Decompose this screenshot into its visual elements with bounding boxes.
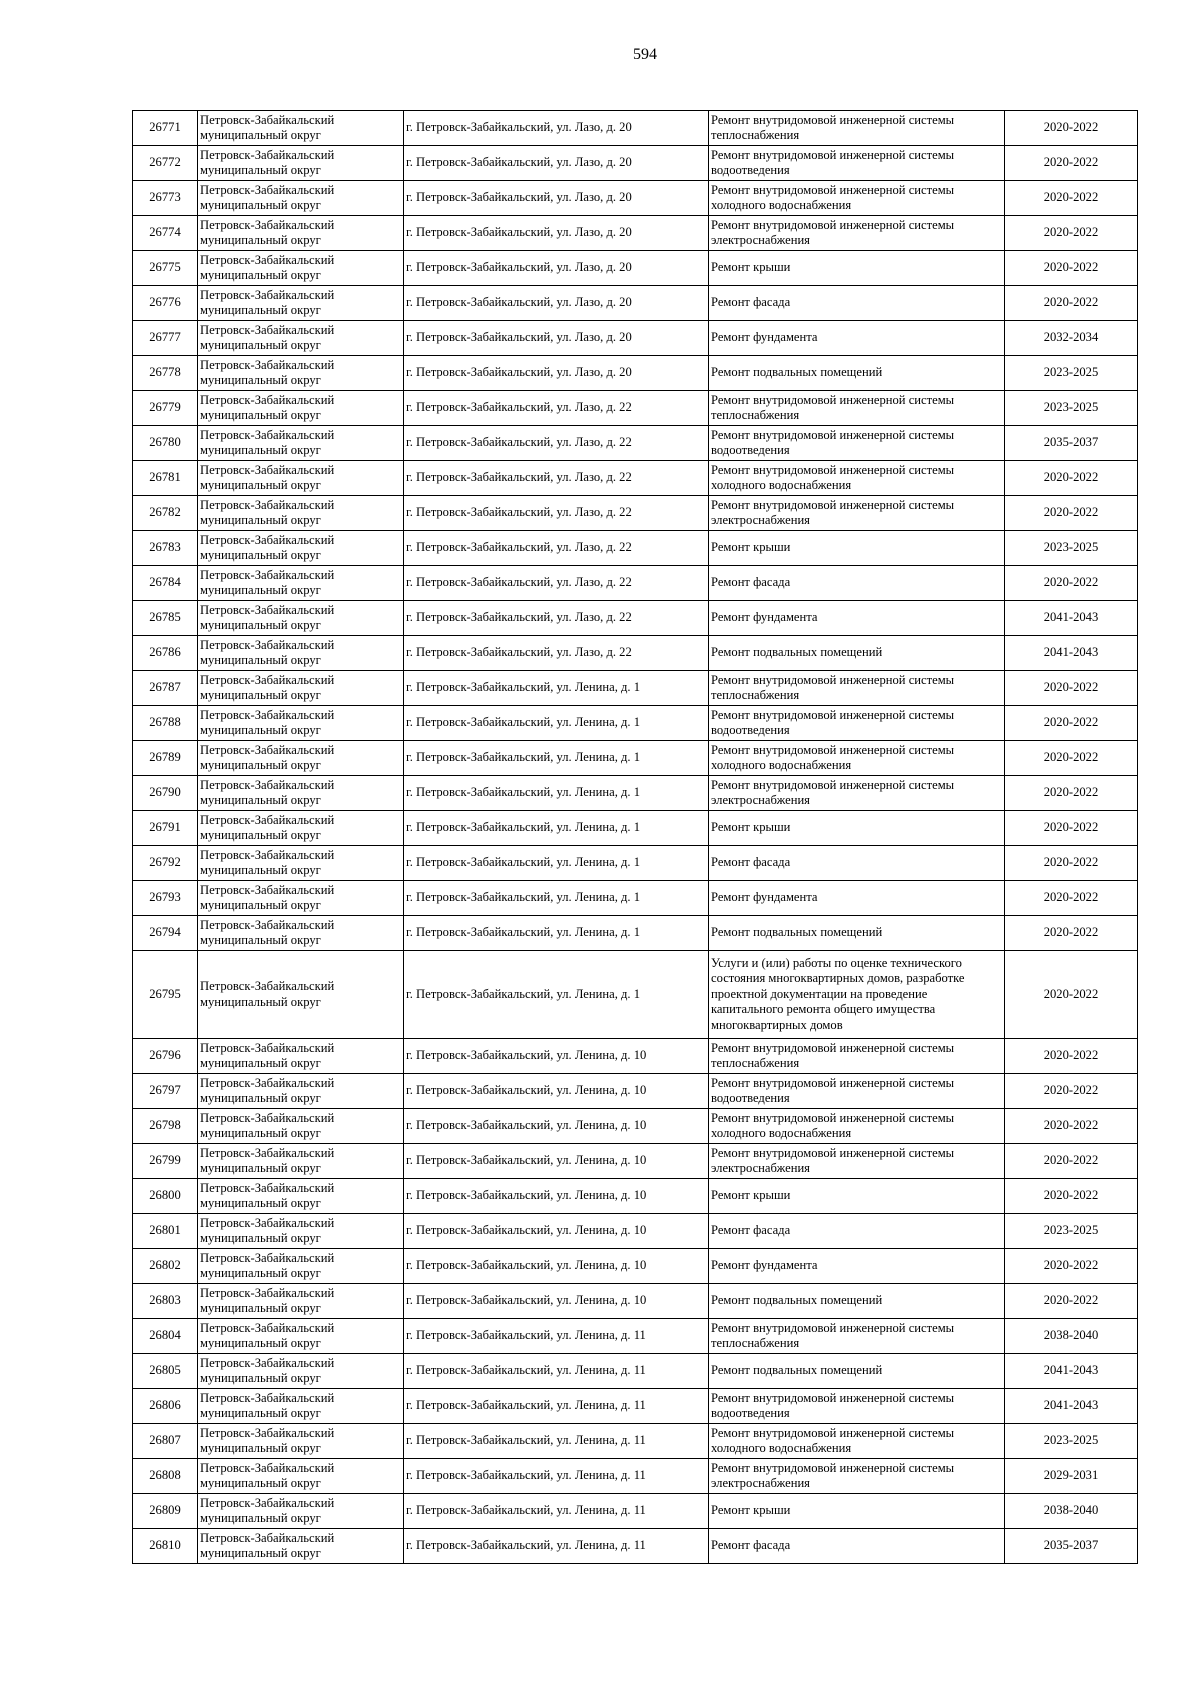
municipality-cell: Петровск-Забайкальский муниципальный округ xyxy=(198,181,404,216)
municipality-cell: Петровск-Забайкальский муниципальный округ xyxy=(198,216,404,251)
table-row xyxy=(133,111,1138,146)
period-cell: 2023-2025 xyxy=(1005,1424,1138,1459)
address-cell: г. Петровск-Забайкальский, ул. Лазо, д. 22 xyxy=(404,601,709,636)
row-number: 26791 xyxy=(133,811,198,846)
address-cell: г. Петровск-Забайкальский, ул. Лазо, д. 20 xyxy=(404,356,709,391)
period-cell: 2020-2022 xyxy=(1005,881,1138,916)
table-row xyxy=(133,706,1138,741)
municipality-cell: Петровск-Забайкальский муниципальный округ xyxy=(198,1039,404,1074)
municipality-cell: Петровск-Забайкальский муниципальный округ xyxy=(198,461,404,496)
row-number: 26809 xyxy=(133,1494,198,1529)
period-cell: 2020-2022 xyxy=(1005,461,1138,496)
table-row xyxy=(133,1459,1138,1494)
work-type-cell: Ремонт подвальных помещений xyxy=(709,356,1005,391)
period-cell: 2032-2034 xyxy=(1005,321,1138,356)
period-cell: 2020-2022 xyxy=(1005,776,1138,811)
work-type-cell: Ремонт крыши xyxy=(709,1179,1005,1214)
row-number: 26789 xyxy=(133,741,198,776)
table-row xyxy=(133,1109,1138,1144)
row-number: 26806 xyxy=(133,1389,198,1424)
period-cell: 2029-2031 xyxy=(1005,1459,1138,1494)
period-cell: 2020-2022 xyxy=(1005,251,1138,286)
period-cell: 2020-2022 xyxy=(1005,1179,1138,1214)
municipality-cell: Петровск-Забайкальский муниципальный округ xyxy=(198,251,404,286)
municipality-cell: Петровск-Забайкальский муниципальный округ xyxy=(198,1319,404,1354)
table-row xyxy=(133,146,1138,181)
address-cell: г. Петровск-Забайкальский, ул. Ленина, д. 11 xyxy=(404,1424,709,1459)
municipality-cell: Петровск-Забайкальский муниципальный округ xyxy=(198,601,404,636)
municipality-cell: Петровск-Забайкальский муниципальный округ xyxy=(198,391,404,426)
row-number: 26802 xyxy=(133,1249,198,1284)
municipality-cell: Петровск-Забайкальский муниципальный округ xyxy=(198,1249,404,1284)
municipality-cell: Петровск-Забайкальский муниципальный округ xyxy=(198,1424,404,1459)
period-cell: 2023-2025 xyxy=(1005,531,1138,566)
row-number: 26782 xyxy=(133,496,198,531)
row-number: 26794 xyxy=(133,916,198,951)
work-type-cell: Ремонт подвальных помещений xyxy=(709,1284,1005,1319)
row-number: 26804 xyxy=(133,1319,198,1354)
period-cell: 2041-2043 xyxy=(1005,1354,1138,1389)
address-cell: г. Петровск-Забайкальский, ул. Ленина, д. 1 xyxy=(404,811,709,846)
address-cell: г. Петровск-Забайкальский, ул. Ленина, д. 10 xyxy=(404,1214,709,1249)
address-cell: г. Петровск-Забайкальский, ул. Лазо, д. 22 xyxy=(404,391,709,426)
table-row xyxy=(133,601,1138,636)
table-row xyxy=(133,916,1138,951)
period-cell: 2020-2022 xyxy=(1005,146,1138,181)
period-cell: 2020-2022 xyxy=(1005,1284,1138,1319)
table-row xyxy=(133,391,1138,426)
work-type-cell: Ремонт фасада xyxy=(709,566,1005,601)
work-type-cell: Ремонт внутридомовой инженерной системы водоотведения xyxy=(709,426,1005,461)
address-cell: г. Петровск-Забайкальский, ул. Ленина, д. 11 xyxy=(404,1529,709,1564)
municipality-cell: Петровск-Забайкальский муниципальный округ xyxy=(198,1284,404,1319)
table-row xyxy=(133,671,1138,706)
row-number: 26797 xyxy=(133,1074,198,1109)
work-type-cell: Ремонт крыши xyxy=(709,1494,1005,1529)
municipality-cell: Петровск-Забайкальский муниципальный округ xyxy=(198,811,404,846)
table-row xyxy=(133,181,1138,216)
address-cell: г. Петровск-Забайкальский, ул. Ленина, д. 1 xyxy=(404,776,709,811)
table-row xyxy=(133,776,1138,811)
municipality-cell: Петровск-Забайкальский муниципальный округ xyxy=(198,566,404,601)
address-cell: г. Петровск-Забайкальский, ул. Лазо, д. 20 xyxy=(404,286,709,321)
work-type-cell: Ремонт внутридомовой инженерной системы холодного водоснабжения xyxy=(709,461,1005,496)
work-type-cell: Ремонт внутридомовой инженерной системы электроснабжения xyxy=(709,1459,1005,1494)
row-number: 26785 xyxy=(133,601,198,636)
work-type-cell: Ремонт фасада xyxy=(709,846,1005,881)
table-row xyxy=(133,811,1138,846)
table-body xyxy=(133,111,1138,1564)
table-row xyxy=(133,321,1138,356)
table-row xyxy=(133,1249,1138,1284)
period-cell: 2023-2025 xyxy=(1005,356,1138,391)
work-type-cell: Ремонт внутридомовой инженерной системы водоотведения xyxy=(709,706,1005,741)
row-number: 26798 xyxy=(133,1109,198,1144)
repair-schedule-table xyxy=(132,110,1138,1564)
address-cell: г. Петровск-Забайкальский, ул. Ленина, д. 1 xyxy=(404,881,709,916)
period-cell: 2035-2037 xyxy=(1005,426,1138,461)
period-cell: 2020-2022 xyxy=(1005,671,1138,706)
municipality-cell: Петровск-Забайкальский муниципальный округ xyxy=(198,1144,404,1179)
table-row xyxy=(133,216,1138,251)
row-number: 26788 xyxy=(133,706,198,741)
table-row xyxy=(133,951,1138,1039)
address-cell: г. Петровск-Забайкальский, ул. Лазо, д. 20 xyxy=(404,321,709,356)
row-number: 26807 xyxy=(133,1424,198,1459)
work-type-cell: Ремонт крыши xyxy=(709,251,1005,286)
table-row xyxy=(133,1319,1138,1354)
table-row xyxy=(133,461,1138,496)
municipality-cell: Петровск-Забайкальский муниципальный округ xyxy=(198,111,404,146)
period-cell: 2038-2040 xyxy=(1005,1494,1138,1529)
row-number: 26784 xyxy=(133,566,198,601)
municipality-cell: Петровск-Забайкальский муниципальный округ xyxy=(198,881,404,916)
row-number: 26780 xyxy=(133,426,198,461)
table-row xyxy=(133,1389,1138,1424)
address-cell: г. Петровск-Забайкальский, ул. Ленина, д. 1 xyxy=(404,671,709,706)
work-type-cell: Услуги и (или) работы по оценке технического состояния многоквартирных домов, разработке проектной документации на проведение капитального ремонта общего имущества многоквартирных домов xyxy=(709,951,1005,1039)
row-number: 26803 xyxy=(133,1284,198,1319)
table-row xyxy=(133,566,1138,601)
period-cell: 2020-2022 xyxy=(1005,216,1138,251)
period-cell: 2020-2022 xyxy=(1005,1249,1138,1284)
work-type-cell: Ремонт внутридомовой инженерной системы водоотведения xyxy=(709,146,1005,181)
work-type-cell: Ремонт внутридомовой инженерной системы холодного водоснабжения xyxy=(709,1109,1005,1144)
work-type-cell: Ремонт внутридомовой инженерной системы холодного водоснабжения xyxy=(709,1424,1005,1459)
row-number: 26781 xyxy=(133,461,198,496)
address-cell: г. Петровск-Забайкальский, ул. Лазо, д. 22 xyxy=(404,636,709,671)
row-number: 26783 xyxy=(133,531,198,566)
table-row xyxy=(133,496,1138,531)
period-cell: 2020-2022 xyxy=(1005,741,1138,776)
work-type-cell: Ремонт внутридомовой инженерной системы теплоснабжения xyxy=(709,1039,1005,1074)
table-row xyxy=(133,426,1138,461)
period-cell: 2038-2040 xyxy=(1005,1319,1138,1354)
work-type-cell: Ремонт внутридомовой инженерной системы водоотведения xyxy=(709,1389,1005,1424)
table-row xyxy=(133,1214,1138,1249)
period-cell: 2023-2025 xyxy=(1005,1214,1138,1249)
period-cell: 2020-2022 xyxy=(1005,706,1138,741)
table-row xyxy=(133,741,1138,776)
address-cell: г. Петровск-Забайкальский, ул. Ленина, д. 11 xyxy=(404,1494,709,1529)
address-cell: г. Петровск-Забайкальский, ул. Лазо, д. 20 xyxy=(404,111,709,146)
municipality-cell: Петровск-Забайкальский муниципальный округ xyxy=(198,531,404,566)
work-type-cell: Ремонт подвальных помещений xyxy=(709,916,1005,951)
table-row xyxy=(133,531,1138,566)
address-cell: г. Петровск-Забайкальский, ул. Лазо, д. 20 xyxy=(404,216,709,251)
work-type-cell: Ремонт фундамента xyxy=(709,881,1005,916)
work-type-cell: Ремонт внутридомовой инженерной системы холодного водоснабжения xyxy=(709,741,1005,776)
table-row xyxy=(133,1144,1138,1179)
table-row xyxy=(133,251,1138,286)
address-cell: г. Петровск-Забайкальский, ул. Ленина, д. 10 xyxy=(404,1249,709,1284)
row-number: 26774 xyxy=(133,216,198,251)
period-cell: 2020-2022 xyxy=(1005,846,1138,881)
work-type-cell: Ремонт крыши xyxy=(709,531,1005,566)
row-number: 26799 xyxy=(133,1144,198,1179)
address-cell: г. Петровск-Забайкальский, ул. Ленина, д. 10 xyxy=(404,1179,709,1214)
municipality-cell: Петровск-Забайкальский муниципальный округ xyxy=(198,636,404,671)
row-number: 26776 xyxy=(133,286,198,321)
address-cell: г. Петровск-Забайкальский, ул. Ленина, д. 10 xyxy=(404,1144,709,1179)
work-type-cell: Ремонт крыши xyxy=(709,811,1005,846)
municipality-cell: Петровск-Забайкальский муниципальный округ xyxy=(198,1494,404,1529)
row-number: 26777 xyxy=(133,321,198,356)
address-cell: г. Петровск-Забайкальский, ул. Ленина, д. 1 xyxy=(404,741,709,776)
row-number: 26796 xyxy=(133,1039,198,1074)
municipality-cell: Петровск-Забайкальский муниципальный округ xyxy=(198,1459,404,1494)
period-cell: 2020-2022 xyxy=(1005,1074,1138,1109)
municipality-cell: Петровск-Забайкальский муниципальный округ xyxy=(198,1354,404,1389)
address-cell: г. Петровск-Забайкальский, ул. Ленина, д. 10 xyxy=(404,1109,709,1144)
work-type-cell: Ремонт фундамента xyxy=(709,601,1005,636)
municipality-cell: Петровск-Забайкальский муниципальный округ xyxy=(198,356,404,391)
period-cell: 2041-2043 xyxy=(1005,1389,1138,1424)
address-cell: г. Петровск-Забайкальский, ул. Ленина, д. 1 xyxy=(404,951,709,1039)
municipality-cell: Петровск-Забайкальский муниципальный округ xyxy=(198,1214,404,1249)
work-type-cell: Ремонт фасада xyxy=(709,1529,1005,1564)
address-cell: г. Петровск-Забайкальский, ул. Ленина, д. 11 xyxy=(404,1389,709,1424)
address-cell: г. Петровск-Забайкальский, ул. Ленина, д. 10 xyxy=(404,1039,709,1074)
work-type-cell: Ремонт внутридомовой инженерной системы электроснабжения xyxy=(709,496,1005,531)
period-cell: 2020-2022 xyxy=(1005,111,1138,146)
row-number: 26786 xyxy=(133,636,198,671)
table-row xyxy=(133,1529,1138,1564)
address-cell: г. Петровск-Забайкальский, ул. Лазо, д. 22 xyxy=(404,531,709,566)
period-cell: 2020-2022 xyxy=(1005,811,1138,846)
address-cell: г. Петровск-Забайкальский, ул. Ленина, д. 11 xyxy=(404,1319,709,1354)
work-type-cell: Ремонт внутридомовой инженерной системы электроснабжения xyxy=(709,776,1005,811)
row-number: 26792 xyxy=(133,846,198,881)
period-cell: 2041-2043 xyxy=(1005,636,1138,671)
period-cell: 2035-2037 xyxy=(1005,1529,1138,1564)
row-number: 26801 xyxy=(133,1214,198,1249)
municipality-cell: Петровск-Забайкальский муниципальный округ xyxy=(198,706,404,741)
work-type-cell: Ремонт фасада xyxy=(709,1214,1005,1249)
address-cell: г. Петровск-Забайкальский, ул. Лазо, д. 20 xyxy=(404,251,709,286)
period-cell: 2023-2025 xyxy=(1005,391,1138,426)
row-number: 26775 xyxy=(133,251,198,286)
municipality-cell: Петровск-Забайкальский муниципальный округ xyxy=(198,426,404,461)
municipality-cell: Петровск-Забайкальский муниципальный округ xyxy=(198,1529,404,1564)
work-type-cell: Ремонт подвальных помещений xyxy=(709,1354,1005,1389)
table-row xyxy=(133,1179,1138,1214)
address-cell: г. Петровск-Забайкальский, ул. Лазо, д. 20 xyxy=(404,146,709,181)
work-type-cell: Ремонт внутридомовой инженерной системы водоотведения xyxy=(709,1074,1005,1109)
period-cell: 2020-2022 xyxy=(1005,286,1138,321)
address-cell: г. Петровск-Забайкальский, ул. Ленина, д. 11 xyxy=(404,1354,709,1389)
address-cell: г. Петровск-Забайкальский, ул. Лазо, д. 22 xyxy=(404,496,709,531)
work-type-cell: Ремонт внутридомовой инженерной системы теплоснабжения xyxy=(709,111,1005,146)
address-cell: г. Петровск-Забайкальский, ул. Лазо, д. 22 xyxy=(404,566,709,601)
table-row xyxy=(133,846,1138,881)
municipality-cell: Петровск-Забайкальский муниципальный округ xyxy=(198,671,404,706)
row-number: 26790 xyxy=(133,776,198,811)
address-cell: г. Петровск-Забайкальский, ул. Ленина, д. 11 xyxy=(404,1459,709,1494)
table-row xyxy=(133,636,1138,671)
period-cell: 2020-2022 xyxy=(1005,916,1138,951)
municipality-cell: Петровск-Забайкальский муниципальный округ xyxy=(198,1074,404,1109)
row-number: 26800 xyxy=(133,1179,198,1214)
work-type-cell: Ремонт подвальных помещений xyxy=(709,636,1005,671)
period-cell: 2020-2022 xyxy=(1005,1109,1138,1144)
row-number: 26808 xyxy=(133,1459,198,1494)
row-number: 26795 xyxy=(133,951,198,1039)
address-cell: г. Петровск-Забайкальский, ул. Лазо, д. 22 xyxy=(404,426,709,461)
work-type-cell: Ремонт внутридомовой инженерной системы электроснабжения xyxy=(709,216,1005,251)
table-row xyxy=(133,1424,1138,1459)
address-cell: г. Петровск-Забайкальский, ул. Ленина, д. 1 xyxy=(404,916,709,951)
row-number: 26771 xyxy=(133,111,198,146)
row-number: 26772 xyxy=(133,146,198,181)
work-type-cell: Ремонт фундамента xyxy=(709,321,1005,356)
table-row xyxy=(133,356,1138,391)
period-cell: 2020-2022 xyxy=(1005,951,1138,1039)
address-cell: г. Петровск-Забайкальский, ул. Ленина, д. 1 xyxy=(404,706,709,741)
table-row xyxy=(133,1284,1138,1319)
municipality-cell: Петровск-Забайкальский муниципальный округ xyxy=(198,286,404,321)
work-type-cell: Ремонт внутридомовой инженерной системы электроснабжения xyxy=(709,1144,1005,1179)
period-cell: 2020-2022 xyxy=(1005,1039,1138,1074)
table-row xyxy=(133,1039,1138,1074)
row-number: 26773 xyxy=(133,181,198,216)
row-number: 26778 xyxy=(133,356,198,391)
table-row xyxy=(133,881,1138,916)
page-number: 594 xyxy=(633,46,657,63)
municipality-cell: Петровск-Забайкальский муниципальный округ xyxy=(198,846,404,881)
municipality-cell: Петровск-Забайкальский муниципальный округ xyxy=(198,321,404,356)
period-cell: 2020-2022 xyxy=(1005,496,1138,531)
table-row xyxy=(133,286,1138,321)
work-type-cell: Ремонт внутридомовой инженерной системы теплоснабжения xyxy=(709,671,1005,706)
work-type-cell: Ремонт внутридомовой инженерной системы теплоснабжения xyxy=(709,391,1005,426)
municipality-cell: Петровск-Забайкальский муниципальный округ xyxy=(198,951,404,1039)
period-cell: 2041-2043 xyxy=(1005,601,1138,636)
table-row xyxy=(133,1354,1138,1389)
period-cell: 2020-2022 xyxy=(1005,181,1138,216)
row-number: 26805 xyxy=(133,1354,198,1389)
work-type-cell: Ремонт внутридомовой инженерной системы холодного водоснабжения xyxy=(709,181,1005,216)
municipality-cell: Петровск-Забайкальский муниципальный округ xyxy=(198,146,404,181)
work-type-cell: Ремонт внутридомовой инженерной системы теплоснабжения xyxy=(709,1319,1005,1354)
row-number: 26787 xyxy=(133,671,198,706)
work-type-cell: Ремонт фундамента xyxy=(709,1249,1005,1284)
row-number: 26779 xyxy=(133,391,198,426)
municipality-cell: Петровск-Забайкальский муниципальный округ xyxy=(198,496,404,531)
address-cell: г. Петровск-Забайкальский, ул. Ленина, д. 1 xyxy=(404,846,709,881)
period-cell: 2020-2022 xyxy=(1005,566,1138,601)
address-cell: г. Петровск-Забайкальский, ул. Лазо, д. 20 xyxy=(404,181,709,216)
address-cell: г. Петровск-Забайкальский, ул. Ленина, д. 10 xyxy=(404,1284,709,1319)
table-row xyxy=(133,1074,1138,1109)
municipality-cell: Петровск-Забайкальский муниципальный округ xyxy=(198,741,404,776)
municipality-cell: Петровск-Забайкальский муниципальный округ xyxy=(198,776,404,811)
row-number: 26810 xyxy=(133,1529,198,1564)
address-cell: г. Петровск-Забайкальский, ул. Лазо, д. 22 xyxy=(404,461,709,496)
period-cell: 2020-2022 xyxy=(1005,1144,1138,1179)
address-cell: г. Петровск-Забайкальский, ул. Ленина, д. 10 xyxy=(404,1074,709,1109)
table-row xyxy=(133,1494,1138,1529)
municipality-cell: Петровск-Забайкальский муниципальный округ xyxy=(198,1179,404,1214)
work-type-cell: Ремонт фасада xyxy=(709,286,1005,321)
municipality-cell: Петровск-Забайкальский муниципальный округ xyxy=(198,1389,404,1424)
municipality-cell: Петровск-Забайкальский муниципальный округ xyxy=(198,916,404,951)
municipality-cell: Петровск-Забайкальский муниципальный округ xyxy=(198,1109,404,1144)
row-number: 26793 xyxy=(133,881,198,916)
